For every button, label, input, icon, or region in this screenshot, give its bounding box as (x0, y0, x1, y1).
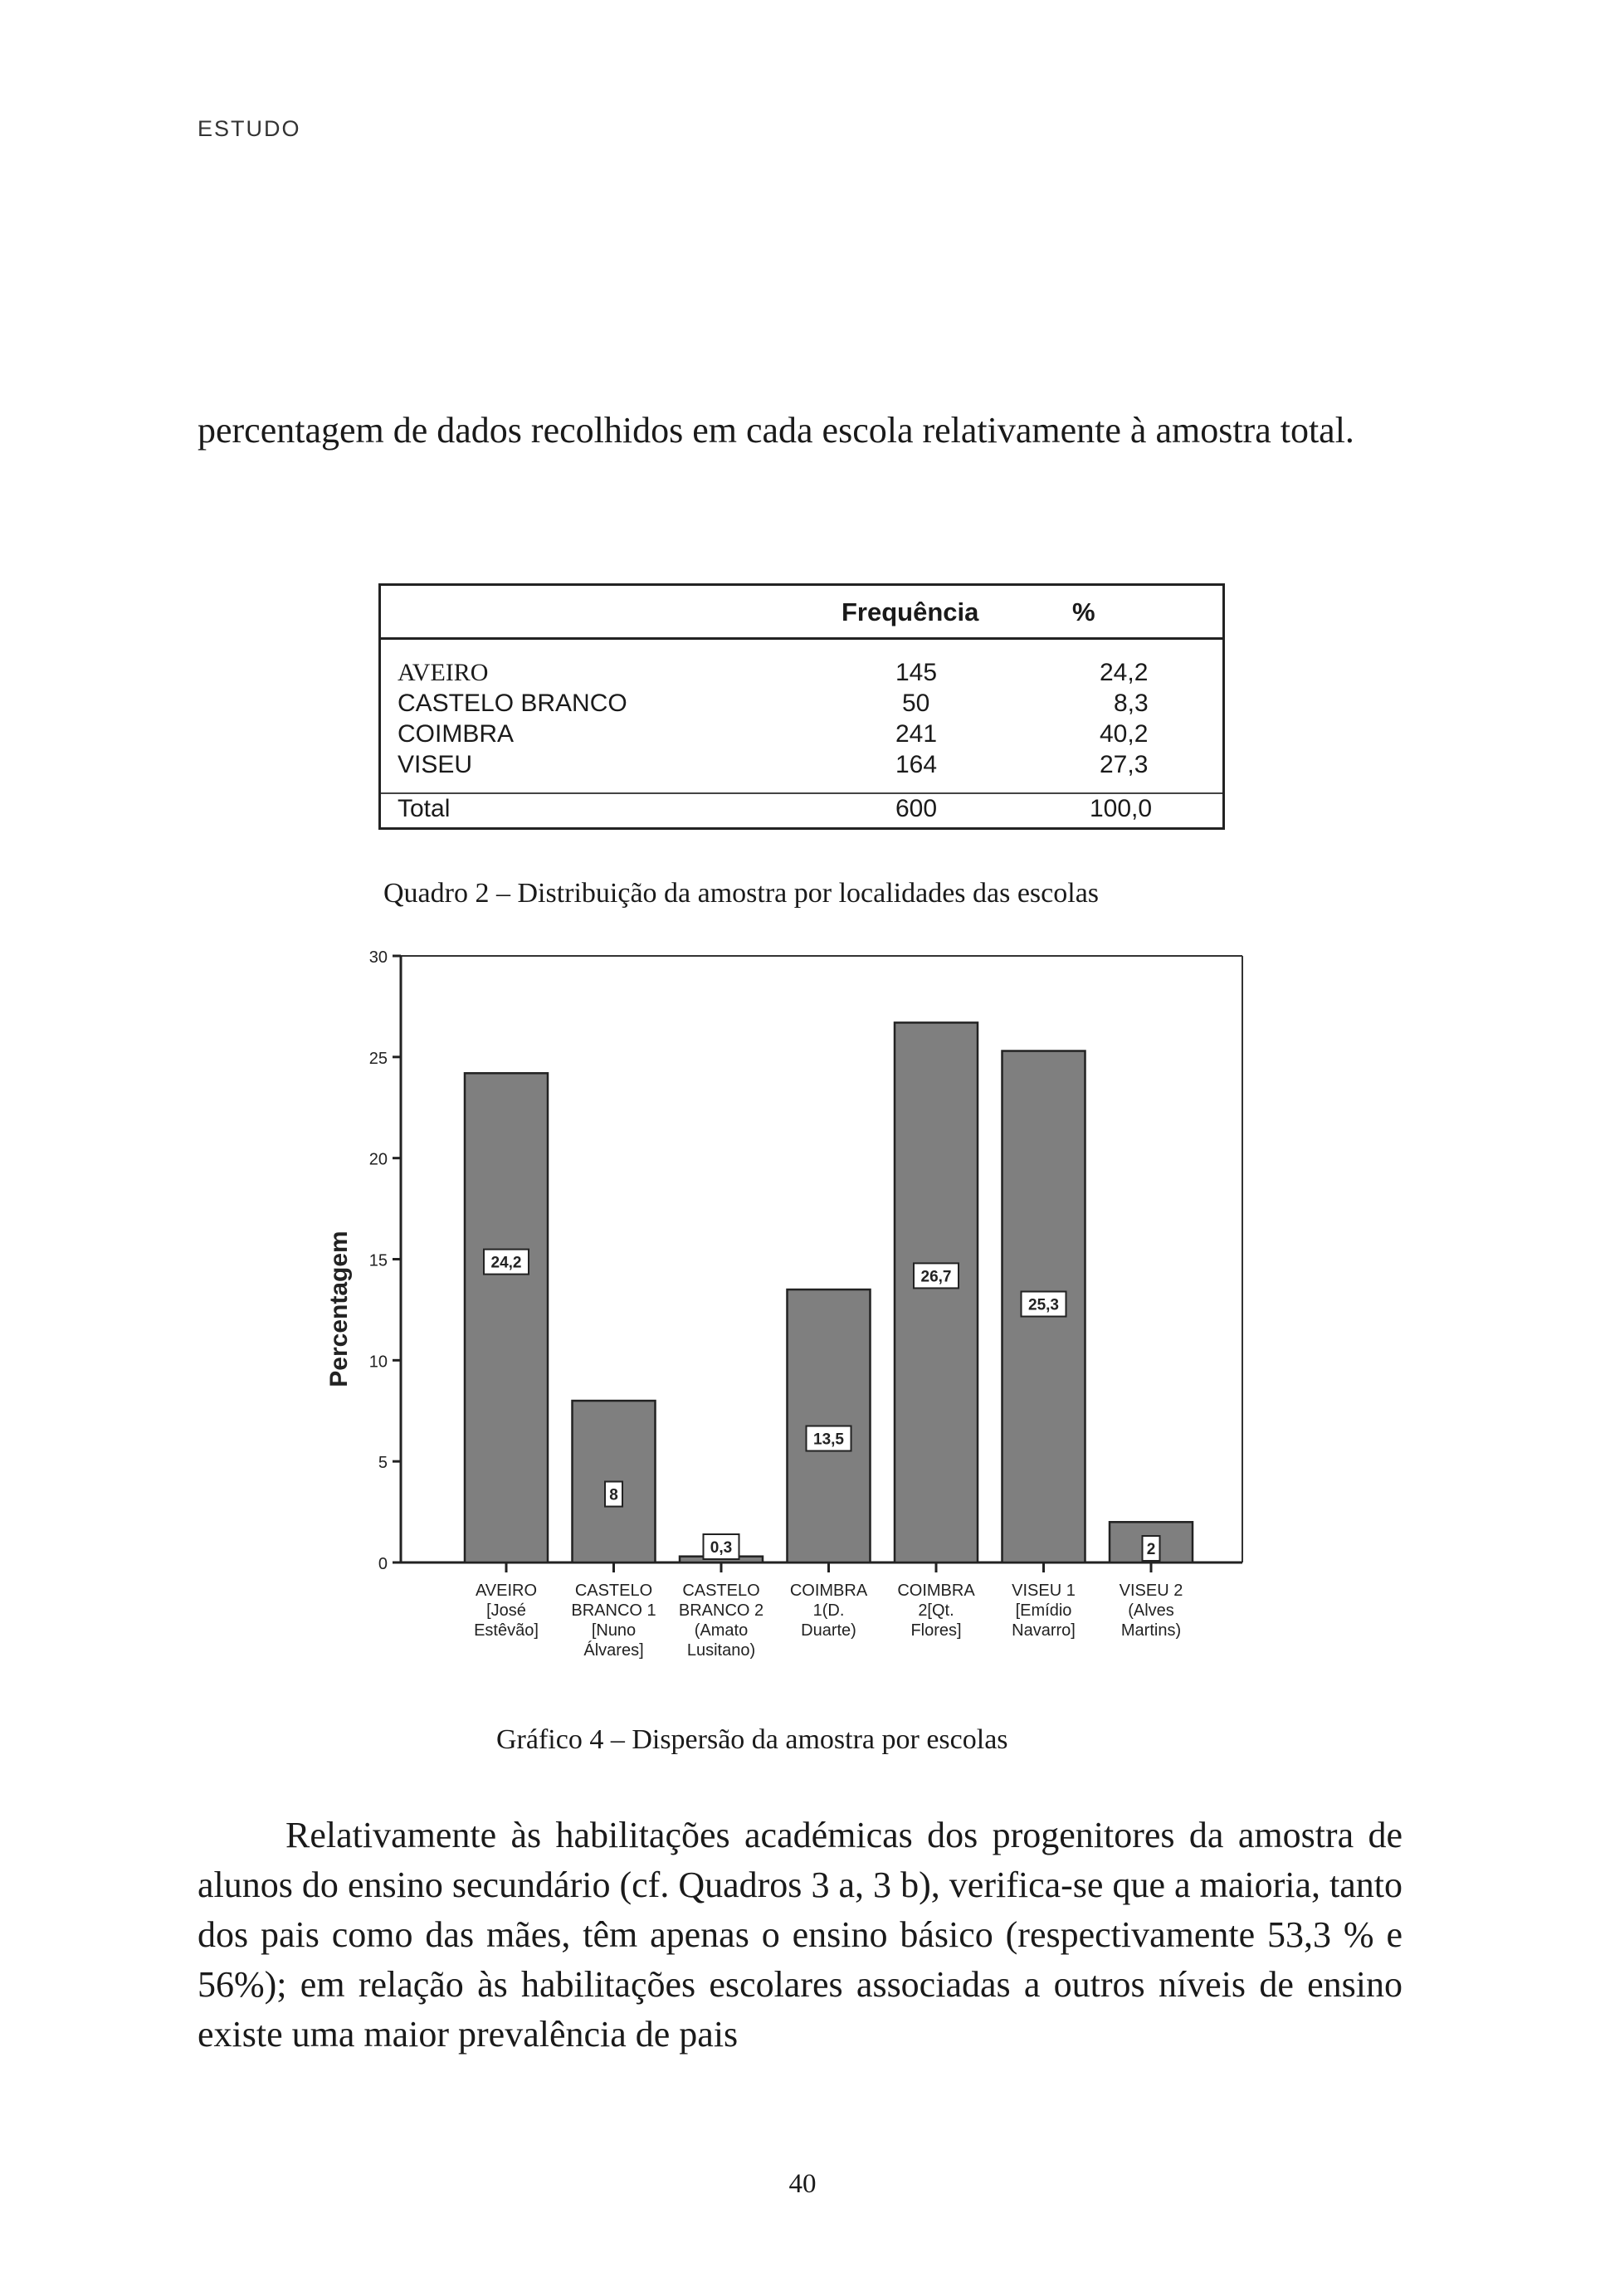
y-tick-label: 30 (368, 948, 388, 967)
x-category-label: [Emídio (1015, 1601, 1072, 1620)
chart-caption: Gráfico 4 – Dispersão da amostra por escolas (496, 1724, 1008, 1755)
table-cell-freq: 145 (895, 659, 938, 686)
x-category-label: (Alves (1128, 1601, 1174, 1620)
distribution-table (378, 583, 1225, 830)
data-label: 13,5 (813, 1431, 844, 1449)
table-caption: Quadro 2 – Distribuição da amostra por localidades das escolas (383, 878, 1100, 909)
x-category-label: BRANCO 1 (571, 1601, 656, 1620)
table-cell-freq: 164 (895, 751, 938, 778)
x-category-label: BRANCO 2 (678, 1601, 764, 1620)
column-header-frequency: Frequência (842, 597, 979, 626)
table-cell-freq: 50 (902, 690, 930, 717)
x-category-label: Estêvão] (474, 1621, 539, 1640)
data-label: 8 (609, 1486, 618, 1504)
column-header-percent: % (1072, 597, 1095, 626)
x-category-label: COIMBRA (789, 1582, 868, 1600)
y-tick-label: 20 (368, 1150, 388, 1169)
table-row-label: COIMBRA (398, 720, 515, 748)
bar (465, 1073, 548, 1562)
table-cell-pct: 24,2 (1100, 659, 1149, 686)
x-category-label: Martins) (1120, 1621, 1182, 1640)
table-cell-pct: 8,3 (1114, 690, 1149, 717)
table-total-label: Total (398, 795, 451, 822)
table-cell-freq: 241 (895, 720, 938, 748)
x-category-label: VISEU 2 (1119, 1582, 1183, 1600)
x-category-label: Álvares] (583, 1641, 644, 1660)
data-label: 2 (1146, 1541, 1156, 1558)
bar (895, 1022, 978, 1562)
data-label: 26,7 (920, 1268, 952, 1286)
table-row-label: VISEU (398, 751, 473, 778)
body-text: Relativamente às habilitações académicas dos progenitores da amostra de alunos do ensino secundário (cf. Quadros 3 a, 3 b), verifica-se que a maioria, tanto dos pais como das mães, têm apenas o ensino básico (respectivamente 53,3 % e 56%); em relação às habilitações escolares associadas a outros níveis de ensino existe uma maior prevalência de pais (198, 1815, 1403, 2055)
y-tick-label: 0 (378, 1555, 388, 1573)
data-label: 0,3 (710, 1539, 733, 1557)
table-cell-pct: 27,3 (1100, 751, 1149, 778)
table-header-row (381, 586, 1222, 640)
x-category-label: 2[Qt. (918, 1601, 954, 1620)
bar-chart-svg (307, 938, 1245, 1684)
x-category-label: (Amato (694, 1621, 749, 1640)
intro-paragraph: percentagem de dados recolhidos em cada escola relativamente à amostra total. (198, 410, 1354, 451)
data-label: 24,2 (490, 1254, 522, 1272)
body-paragraph (198, 1811, 1403, 2060)
table-cell-pct: 40,2 (1100, 720, 1149, 748)
table-total-pct: 100,0 (1090, 795, 1153, 822)
x-category-label: Navarro] (1012, 1621, 1076, 1640)
x-category-label: Lusitano) (686, 1641, 756, 1660)
table-total-freq: 600 (895, 795, 938, 822)
total-divider (381, 792, 1222, 794)
data-label: 25,3 (1028, 1296, 1059, 1314)
x-category-label: AVEIRO (475, 1582, 538, 1600)
table-row-label: AVEIRO (398, 659, 489, 686)
x-category-label: COIMBRA (897, 1582, 975, 1600)
y-tick-label: 5 (378, 1454, 388, 1473)
x-category-label: CASTELO (682, 1582, 760, 1600)
y-axis-title: Percentagem (325, 1231, 353, 1387)
x-category-label: VISEU 1 (1012, 1582, 1076, 1600)
x-category-label: Duarte) (801, 1621, 856, 1640)
x-category-label: Flores] (910, 1621, 962, 1640)
x-category-label: [Nuno (591, 1621, 637, 1640)
y-tick-label: 25 (368, 1049, 388, 1068)
x-category-label: 1(D. (812, 1601, 845, 1620)
table-row-label: CASTELO BRANCO (398, 690, 627, 717)
bar-chart (307, 938, 1245, 1684)
x-category-label: CASTELO (574, 1582, 653, 1600)
y-tick-label: 10 (368, 1353, 388, 1372)
y-tick-label: 15 (368, 1251, 388, 1270)
page-number: 40 (788, 2169, 817, 2199)
running-header: ESTUDO (198, 116, 301, 141)
x-category-label: [José (486, 1601, 526, 1620)
